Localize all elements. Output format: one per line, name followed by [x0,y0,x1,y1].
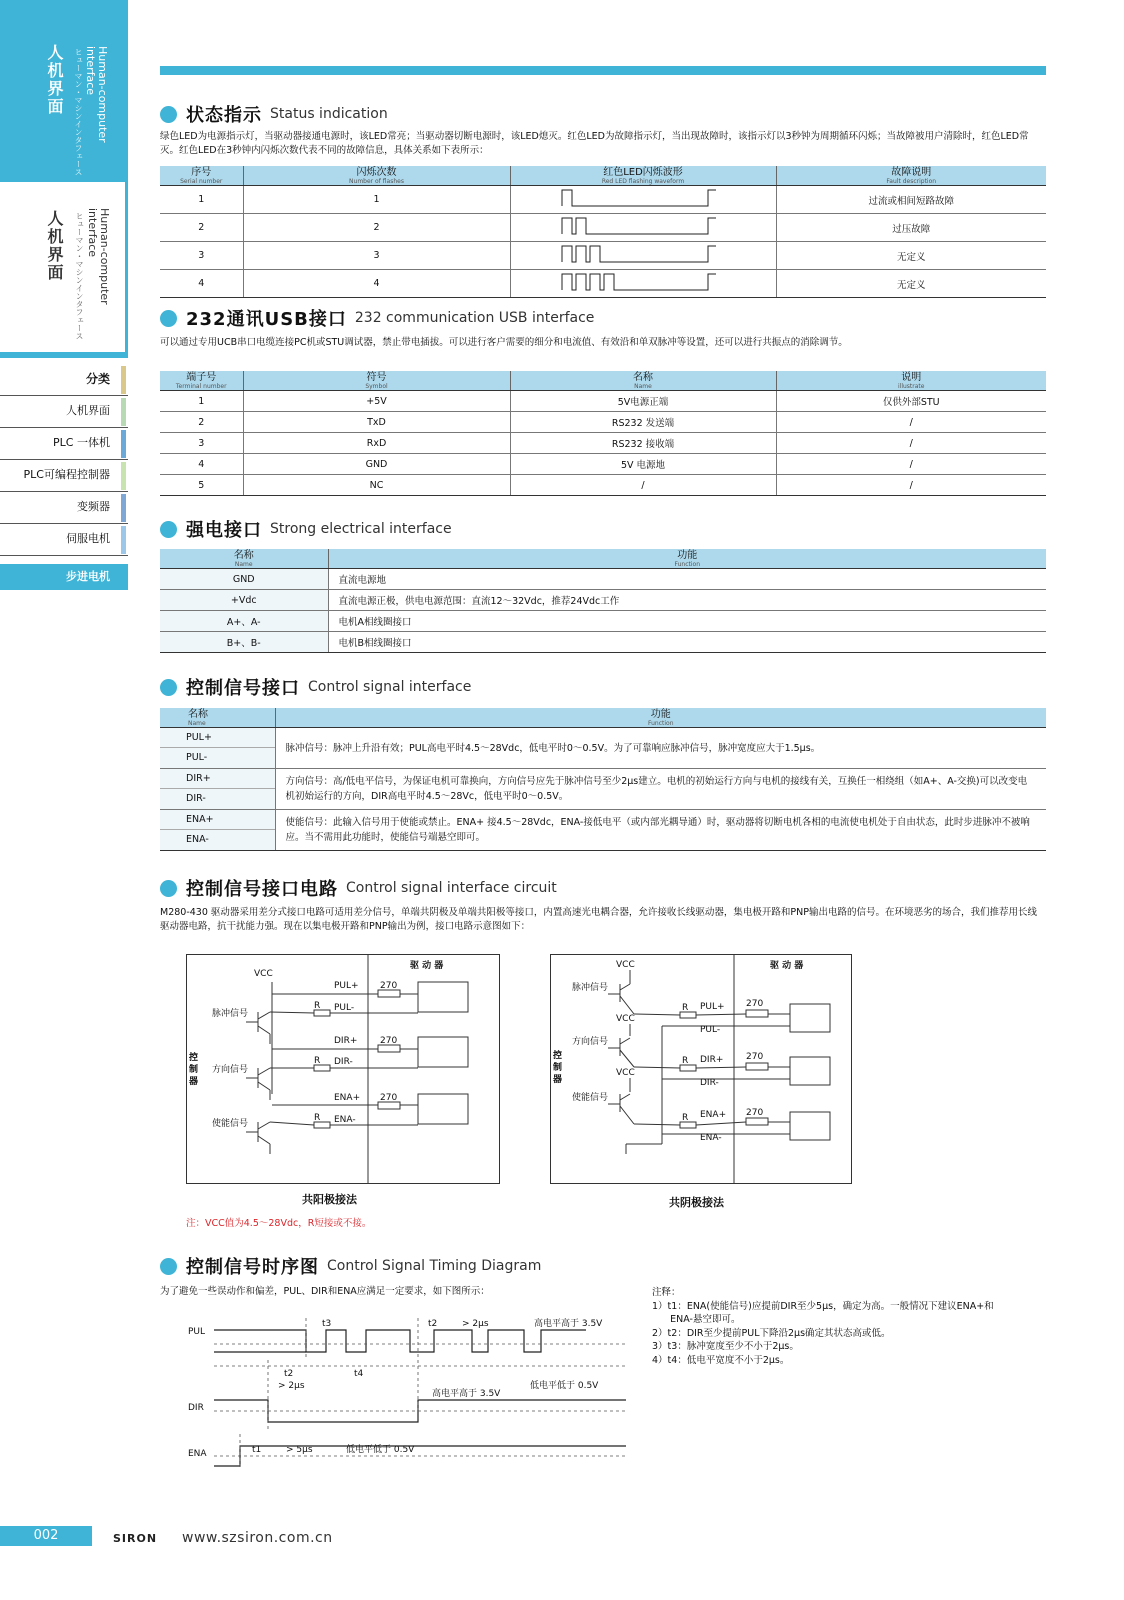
sidebar-item[interactable] [0,492,128,524]
footer-url-link[interactable]: www.szsiron.com.cn [182,1530,333,1546]
bullet-icon [160,880,177,897]
table-cell: GND [243,454,510,475]
label-pul-minus: PUL- [700,1025,721,1035]
top-accent-bar [160,66,1046,75]
label-resistor: 270 [746,1052,764,1062]
label-resistor: 270 [380,1036,398,1046]
label-ena-plus: ENA+ [334,1093,361,1103]
signal-name: PUL- [186,752,208,763]
label-dir-minus: DIR- [334,1057,353,1067]
function-cell: 使能信号：此输入信号用于使能或禁止。ENA+ 接4.5～28Vdc，ENA-接低电平（或内部光耦导通）时，驱动器将切断电机各相的电流使电机处于自由状态，此时步进脉冲不被响应。当不需用此功能时，使能信号端悬空即可。 [275,810,1046,851]
label-r: R [314,1113,321,1123]
serial-cell: 3 [160,242,243,270]
label-pul-plus: PUL+ [334,981,359,991]
note-line: 3）t3：脉冲宽度至少不小于2μs。 [652,1341,799,1352]
label-ena-minus: ENA- [700,1133,722,1143]
col-header: 闪烁次数 Number of flashes [243,166,510,186]
section-title-zh: 控制信号接口 [186,678,300,699]
signal-name: ENA- [186,834,209,845]
label-high-2: 高电平高于 3.5V [432,1389,501,1399]
table-cell: 3 [160,433,243,454]
status-description: 绿色LED为电源指示灯，当驱动器接通电源时，该LED常亮；当驱动器切断电源时，该LED熄灭。红色LED为故障指示灯，当出现故障时，该指示灯以3秒钟为周期循环闪烁；当故障被用户清除时，红色LED常灭。红色LED在3秒钟内闪烁次数代表不同的故障信息，具体关系如下表所示： [160,131,1029,156]
flash-count-cell: 3 [243,242,510,270]
serial-cell: 1 [160,186,243,214]
label-pul-minus: PUL- [334,1003,355,1013]
waveform-cell [510,214,776,242]
function-cell: 电机A相线圈接口 [328,611,1046,632]
label-pulse-signal: 脉冲信号 [572,983,609,993]
table-cell: 5 [160,475,243,496]
table-row [160,590,1046,611]
table-cell: RS232 发送端 [510,412,776,433]
table-cell: TxD [243,412,510,433]
section-title-zh: 状态指示 [186,105,262,126]
table-cell: 2 [160,412,243,433]
flash-count-cell: 4 [243,270,510,298]
table-row [160,242,1046,270]
col-header: 序号 Serial number [160,166,243,186]
label-vcc: VCC [616,1068,635,1078]
label-gt2: > 2μs [462,1319,489,1329]
section-circuit [160,877,557,899]
label-dir-minus: DIR- [700,1078,719,1088]
status-table [160,166,1046,298]
section-timing [160,1255,541,1277]
timing-notes [652,1286,1032,1367]
sidebar-title-ja-2: ヒューマン・マシンインタフェース [75,212,84,340]
section-title-zh: 控制信号时序图 [186,1257,319,1278]
table-cell: / [776,433,1046,454]
table-cell: 4 [160,454,243,475]
usb-table [160,371,1046,496]
label-ena-minus: ENA- [334,1115,356,1125]
table-cell: / [776,475,1046,496]
table-row [160,569,1046,590]
col-header: 名称 Name [160,549,328,569]
label-t1: t1 [252,1445,262,1455]
label-resistor: 270 [746,999,764,1009]
flash-count-cell: 1 [243,186,510,214]
sidebar-item[interactable] [0,524,128,556]
label-vcc: VCC [254,969,273,979]
table-cell: 仅供外部STU [776,391,1046,412]
sidebar-title-en-2: Human-computer interface [86,208,111,305]
sidebar-title-zh: 人机界面 [45,44,64,116]
circuit-common-anode [186,954,500,1184]
name-cell [160,769,275,810]
label-ena-signal: 使能信号 [212,1119,249,1129]
caption-common-anode: 共阳极接法 [302,1193,357,1206]
label-driver: 驱 动 器 [410,961,444,971]
power-table [160,549,1046,653]
label-low: 低电平低于 0.5V [530,1381,599,1391]
table-row [160,728,1046,769]
name-cell: B+、B- [160,632,328,653]
sidebar-divider [0,352,128,358]
sidebar-item-label: 人机界面 [66,404,110,417]
control-table [160,708,1046,851]
note-line: 1）t1：ENA(使能信号)应提前DIR至少5μs，确定为高。一般情况下建议ENA+和 [652,1300,994,1312]
label-high: 高电平高于 3.5V [534,1319,603,1329]
section-title-en: 232 communication USB interface [354,310,595,326]
sidebar-item[interactable] [0,460,128,492]
sidebar-tab-marker [121,398,126,426]
sidebar-title-zh-2: 人机界面 [45,210,64,282]
label-t3: t3 [322,1319,332,1329]
serial-cell: 2 [160,214,243,242]
footer-brand-logo: SIRON [113,1532,158,1545]
section-power [160,518,452,540]
label-dir-signal: 方向信号 [212,1065,249,1075]
led-waveform [558,242,728,266]
table-row [160,270,1046,298]
label-resistor: 270 [380,981,398,991]
label-dir-signal: 方向信号 [572,1037,609,1047]
section-title-en: Control Signal Timing Diagram [327,1258,542,1274]
col-header: 名称 Name [160,708,275,728]
label-r: R [682,1113,689,1123]
sidebar-header [0,0,128,182]
table-row [160,769,1046,810]
page-number: 002 [0,1526,92,1546]
col-header: 名称 Name [510,371,776,391]
name-cell: A+、A- [160,611,328,632]
note-line: 2）t2：DIR至少提前PUL下降沿2μs确定其状态高或低。 [652,1327,891,1339]
label-r: R [682,1003,689,1013]
col-header: 红色LED闪烁波形 Red LED flashing waveform [510,166,776,186]
table-cell: / [776,454,1046,475]
label-r: R [314,1056,321,1066]
circuit-note: 注：VCC值为4.5～28Vdc，R短接或不接。 [186,1218,372,1229]
table-cell: RS232 接收端 [510,433,776,454]
name-cell: GND [160,569,328,590]
signal-name: DIR- [186,793,206,804]
sidebar-category [0,364,128,396]
sidebar-item[interactable] [0,428,128,460]
table-cell: 1 [160,391,243,412]
table-row [160,391,1046,412]
timing-description: 为了避免一些误动作和偏差，PUL、DIR和ENA应满足一定要求，如下图所示： [160,1286,490,1297]
timing-diagram [186,1310,626,1488]
flash-count-cell: 2 [243,214,510,242]
signal-name: PUL+ [160,728,275,748]
table-row [160,632,1046,653]
label-t2: t2 [428,1319,438,1329]
signal-name: ENA+ [160,810,275,830]
section-title-en: Control signal interface [308,679,472,695]
waveform-cell [510,242,776,270]
table-cell: NC [243,475,510,496]
fault-cell: 无定义 [776,270,1046,298]
section-control [160,676,471,698]
table-cell: / [776,412,1046,433]
label-vcc: VCC [616,1014,635,1024]
label-dir: DIR [188,1403,204,1413]
label-gt5: > 5μs [286,1445,313,1455]
serial-cell: 4 [160,270,243,298]
function-cell: 电机B相线圈接口 [328,632,1046,653]
bullet-icon [160,521,177,538]
section-title-en: Status indication [270,106,388,122]
fault-cell: 过流或相间短路故障 [776,186,1046,214]
sidebar-title-en: Human-computer interface [84,46,109,143]
col-header: 功能 Function [275,708,1046,728]
table-row [160,454,1046,475]
col-header: 端子号 Terminal number [160,371,243,391]
table-row [160,412,1046,433]
label-r: R [314,1001,321,1011]
note-line: ENA-悬空即可。 [652,1314,741,1325]
label-ena-signal: 使能信号 [572,1093,609,1103]
sidebar-category-label: 分类 [85,372,110,386]
label-driver: 驱 动 器 [770,961,804,971]
table-cell: RxD [243,433,510,454]
section-status [160,103,388,125]
fault-cell: 无定义 [776,242,1046,270]
sidebar-item-label: PLC可编程控制器 [23,468,110,481]
waveform-cell [510,186,776,214]
sidebar-tab-marker [121,430,126,458]
label-controller: 控 制 器 [551,1050,561,1084]
label-pul-plus: PUL+ [700,1002,725,1012]
sidebar-item-label: PLC 一体机 [53,436,110,449]
function-cell: 直流电源正极，供电电源范围：直流12～32Vdc，推荐24Vdc工作 [328,590,1046,611]
sidebar-tab-marker [121,366,126,394]
sidebar-item-label: 伺服电机 [66,532,110,545]
bullet-icon [160,106,177,123]
pul-waveform [214,1330,586,1352]
sidebar-title-ja: ヒューマン・マシンインタフェース [74,48,83,176]
sidebar-tab-marker [121,494,126,522]
table-row [160,214,1046,242]
table-row [160,186,1046,214]
signal-name: DIR+ [160,769,275,789]
label-pulse-signal: 脉冲信号 [212,1009,249,1019]
label-dir-plus: DIR+ [334,1036,358,1046]
table-row [160,810,1046,851]
label-ena-plus: ENA+ [700,1110,727,1120]
label-vcc: VCC [616,960,635,970]
col-header: 功能 Function [328,549,1046,569]
led-waveform [558,270,728,294]
table-row [160,433,1046,454]
table-cell: +5V [243,391,510,412]
function-cell: 脉冲信号：脉冲上升沿有效；PUL高电平时4.5～28Vdc，低电平时0～0.5V。为了可靠响应脉冲信号，脉冲宽度应大于1.5μs。 [275,728,1046,769]
led-waveform [558,214,728,238]
label-controller: 控 制 器 [187,1052,197,1086]
fault-cell: 过压故障 [776,214,1046,242]
function-cell: 直流电源地 [328,569,1046,590]
sidebar-item-active[interactable] [0,564,128,590]
section-usb [160,307,594,329]
caption-common-cathode: 共阴极接法 [669,1196,724,1209]
table-row [160,611,1046,632]
sidebar-title-block [0,182,128,352]
function-cell: 方向信号：高/低电平信号，为保证电机可靠换向，方向信号应先于脉冲信号至少2μs建立。电机的初始运行方向与电机的接线有关，互换任一相绕组（如A+、A-交换)可以改变电机初始运行的方向，DIR高电平时4.5～28Vc，低电平时0～0.5V。 [275,769,1046,810]
notes-title: 注释： [652,1287,681,1298]
section-title-en: Control signal interface circuit [346,880,557,896]
name-cell [160,728,275,769]
label-gt2-lower: > 2μs [278,1381,305,1391]
label-resistor: 270 [380,1093,398,1103]
label-pul: PUL [188,1327,206,1337]
section-title-zh: 232通讯USB接口 [186,309,347,330]
sidebar-item-active-label: 步进电机 [66,570,110,583]
table-row [160,475,1046,496]
sidebar-item-label: 变频器 [77,500,110,513]
label-t2-lower: t2 [284,1369,294,1379]
circuit-common-cathode [550,954,852,1184]
led-waveform [558,186,728,210]
bullet-icon [160,310,177,327]
table-cell: 5V电源正端 [510,391,776,412]
col-header: 说明 illustrate [776,371,1046,391]
col-header: 符号 Symbol [243,371,510,391]
label-t4: t4 [354,1369,364,1379]
sidebar-tab-marker [121,526,126,554]
name-cell [160,810,275,851]
label-ena: ENA [188,1449,207,1459]
note-line: 4）t4：低电平宽度不小于2μs。 [652,1354,790,1366]
section-title-en: Strong electrical interface [270,521,452,537]
bullet-icon [160,679,177,696]
table-cell: 5V 电源地 [510,454,776,475]
label-r: R [682,1056,689,1066]
bullet-icon [160,1258,177,1275]
waveform-cell [510,270,776,298]
table-cell: / [510,475,776,496]
name-cell: +Vdc [160,590,328,611]
sidebar-item[interactable] [0,396,128,428]
sidebar-tab-marker [121,462,126,490]
col-header: 故障说明 Fault description [776,166,1046,186]
label-dir-plus: DIR+ [700,1055,724,1065]
label-resistor: 270 [746,1108,764,1118]
section-title-zh: 控制信号接口电路 [186,879,338,900]
section-title-zh: 强电接口 [186,520,262,541]
circuit-description: M280-430 驱动器采用差分式接口电路可适用差分信号，单端共阴极及单端共阳极等接口，内置高速光电耦合器，允许接收长线驱动器，集电极开路和PNP输出电路的信号。在环境恶劣的场合，我们推荐用长线驱动器电路，抗干扰能力强。现在以集电极开路和PNP输出为例，接口电路示意图如下： [160,907,1037,932]
label-low-2: 低电平低于 0.5V [346,1445,415,1455]
usb-description: 可以通过专用UCB串口电缆连接PC机或STU调试器，禁止带电插拔。可以进行客户需要的细分和电流值、有效沿和单双脉冲等设置，还可以进行共振点的消除调节。 [160,337,848,348]
